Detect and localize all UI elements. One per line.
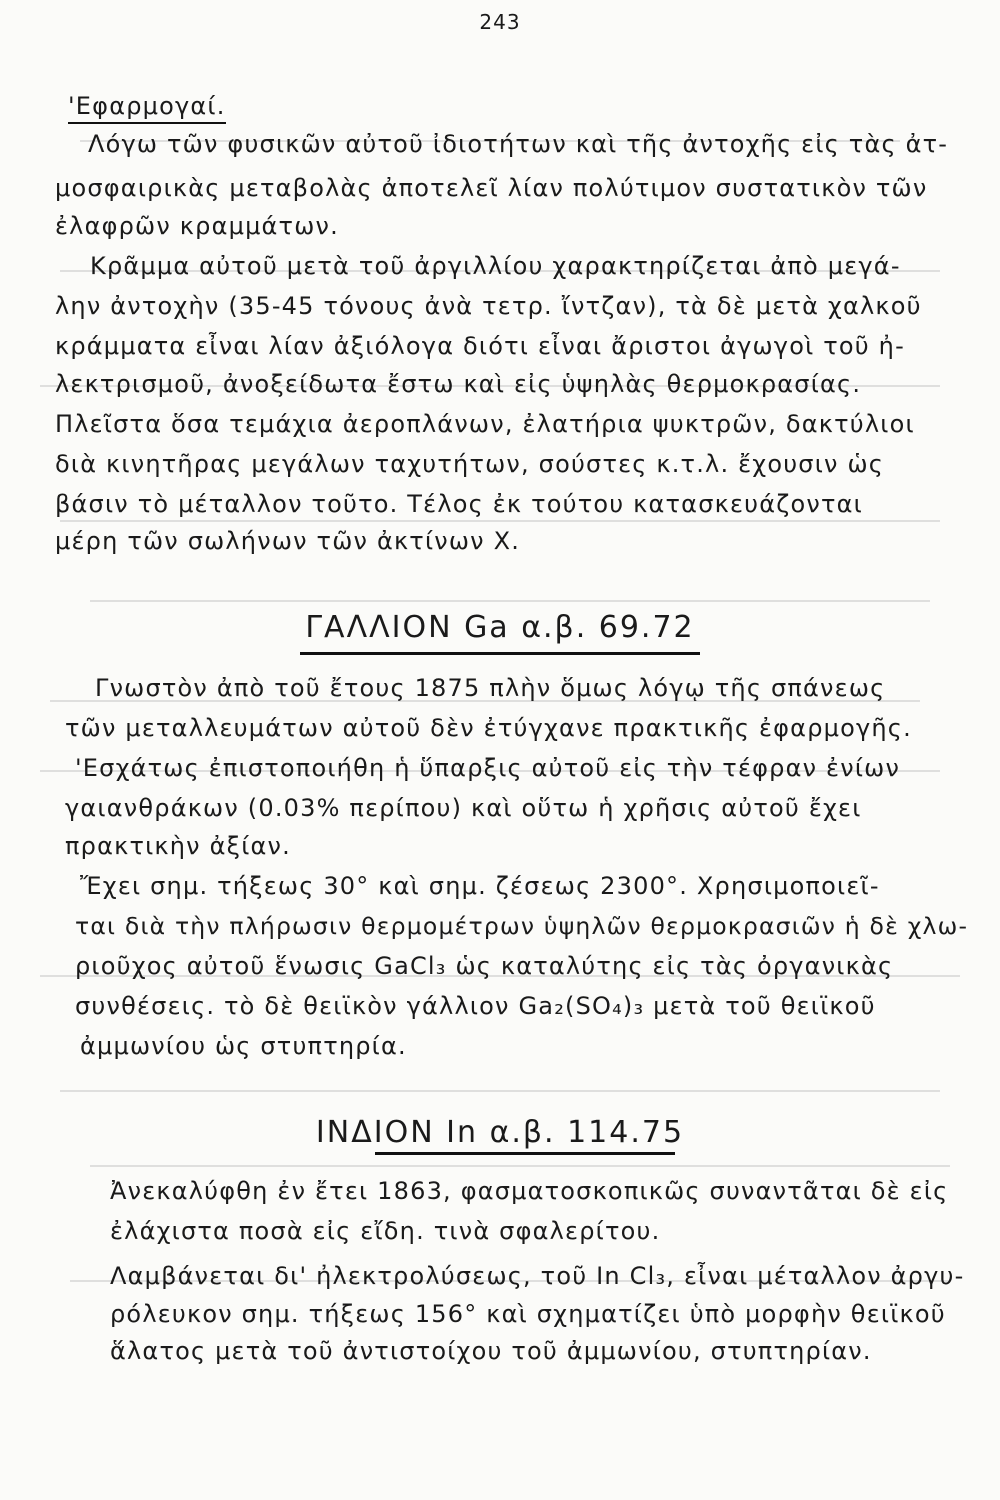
paragraph-line: μοσφαιρικὰς μεταβολὰς ἀποτελεῖ λίαν πολύτιμον συστατικὸν τῶν: [55, 174, 928, 202]
indium-heading-underline: [375, 1152, 675, 1155]
paragraph-line: ται διὰ τὴν πλήρωσιν θερμομέτρων ὑψηλῶν θερμοκρασιῶν ἡ δὲ χλω-: [75, 912, 969, 940]
indium-heading: ΙΝΔΙΟΝ In α.β. 114.75: [315, 1115, 685, 1150]
paragraph-line: κράμματα εἶναι λίαν ἀξιόλογα διότι εἶναι ἄριστοι ἀγωγοὶ τοῦ ἠ-: [55, 332, 905, 360]
paragraph-line: Ἀνεκαλύφθη ἐν ἔτει 1863, φασματοσκοπικῶς συναντᾶται δὲ εἰς: [110, 1177, 949, 1205]
paragraph-line: ἐλάχιστα ποσὰ εἰς εἴδη. τινὰ σφαλερίτου.: [110, 1217, 661, 1245]
paragraph-line: τῶν μεταλλευμάτων αὐτοῦ δὲν ἐτύγχανε πρακτικῆς ἐφαρμογῆς.: [65, 714, 912, 742]
paragraph-line: Γνωστὸν ἀπὸ τοῦ ἔτους 1875 πλὴν ὅμως λόγῳ τῆς σπάνεως: [95, 674, 886, 702]
paragraph-line: Ἔχει σημ. τήξεως 30° καὶ σημ. ζέσεως 2300°. Χρησιμοποιεῖ-: [80, 872, 880, 900]
paragraph-line: μέρη τῶν σωλήνων τῶν ἀκτίνων Χ.: [55, 527, 521, 555]
section-label-applications: 'Εφαρμογαί.: [68, 92, 226, 120]
page-number: 243: [479, 10, 521, 34]
paragraph-line: ριοῦχος αὐτοῦ ἕνωσις GaCl₃ ὡς καταλύτης εἰς τὰς ὀργανικὰς: [75, 952, 894, 980]
paragraph-line: Λαμβάνεται δι' ἠλεκτρολύσεως, τοῦ In Cl₃, εἶναι μέταλλον ἀργυ-: [110, 1262, 965, 1290]
paragraph-line: 'Εσχάτως ἐπιστοποιήθη ἡ ὕπαρξις αὐτοῦ εἰς τὴν τέφραν ἐνίων: [75, 754, 901, 782]
paragraph-line: συνθέσεις. τὸ δὲ θειϊκὸν γάλλιον Ga₂(SO₄)₃ μετὰ τοῦ θειϊκοῦ: [75, 992, 876, 1020]
paragraph-line: λεκτρισμοῦ, ἀνοξείδωτα ἔστω καὶ εἰς ὑψηλὰς θερμοκρασίας.: [55, 370, 862, 398]
paragraph-line: λην ἀντοχὴν (35-45 τόνους ἀνὰ τετρ. ἴντζαν), τὰ δὲ μετὰ χαλκοῦ: [55, 292, 922, 320]
paragraph-line: γαιανθράκων (0.03% περίπου) καὶ οὕτω ἡ χρῆσις αὐτοῦ ἔχει: [65, 794, 862, 822]
gallium-heading: ΓΑΛΛΙΟΝ Ga α.β. 69.72: [305, 610, 695, 645]
paragraph-line: ρόλευκον σημ. τήξεως 156° καὶ σχηματίζει ὑπὸ μορφὴν θειϊκοῦ: [110, 1300, 946, 1328]
paragraph-line: Κρᾶμμα αὐτοῦ μετὰ τοῦ ἀργιλλίου χαρακτηρίζεται ἀπὸ μεγά-: [90, 252, 901, 280]
gallium-heading-underline: [300, 652, 700, 655]
paragraph-line: ἅλατος μετὰ τοῦ ἀντιστοίχου τοῦ ἀμμωνίου, στυπτηρίαν.: [110, 1337, 872, 1365]
paragraph-line: ἐλαφρῶν κραμμάτων.: [55, 212, 339, 240]
paragraph-line: Λόγω τῶν φυσικῶν αὐτοῦ ἰδιοτήτων καὶ τῆς ἀντοχῆς εἰς τὰς ἀτ-: [88, 130, 949, 158]
paragraph-line: διὰ κινητῆρας μεγάλων ταχυτήτων, σούστες κ.τ.λ. ἔχουσιν ὡς: [55, 450, 885, 478]
paragraph-line: βάσιν τὸ μέταλλον τοῦτο. Τέλος ἐκ τούτου κατασκευάζονται: [55, 490, 863, 518]
paragraph-line: πρακτικὴν ἀξίαν.: [65, 832, 291, 860]
paragraph-line: ἀμμωνίου ὡς στυπτηρία.: [80, 1032, 407, 1060]
paragraph-line: Πλεῖστα ὅσα τεμάχια ἀεροπλάνων, ἐλατήρια ψυκτρῶν, δακτύλιοι: [55, 410, 915, 438]
